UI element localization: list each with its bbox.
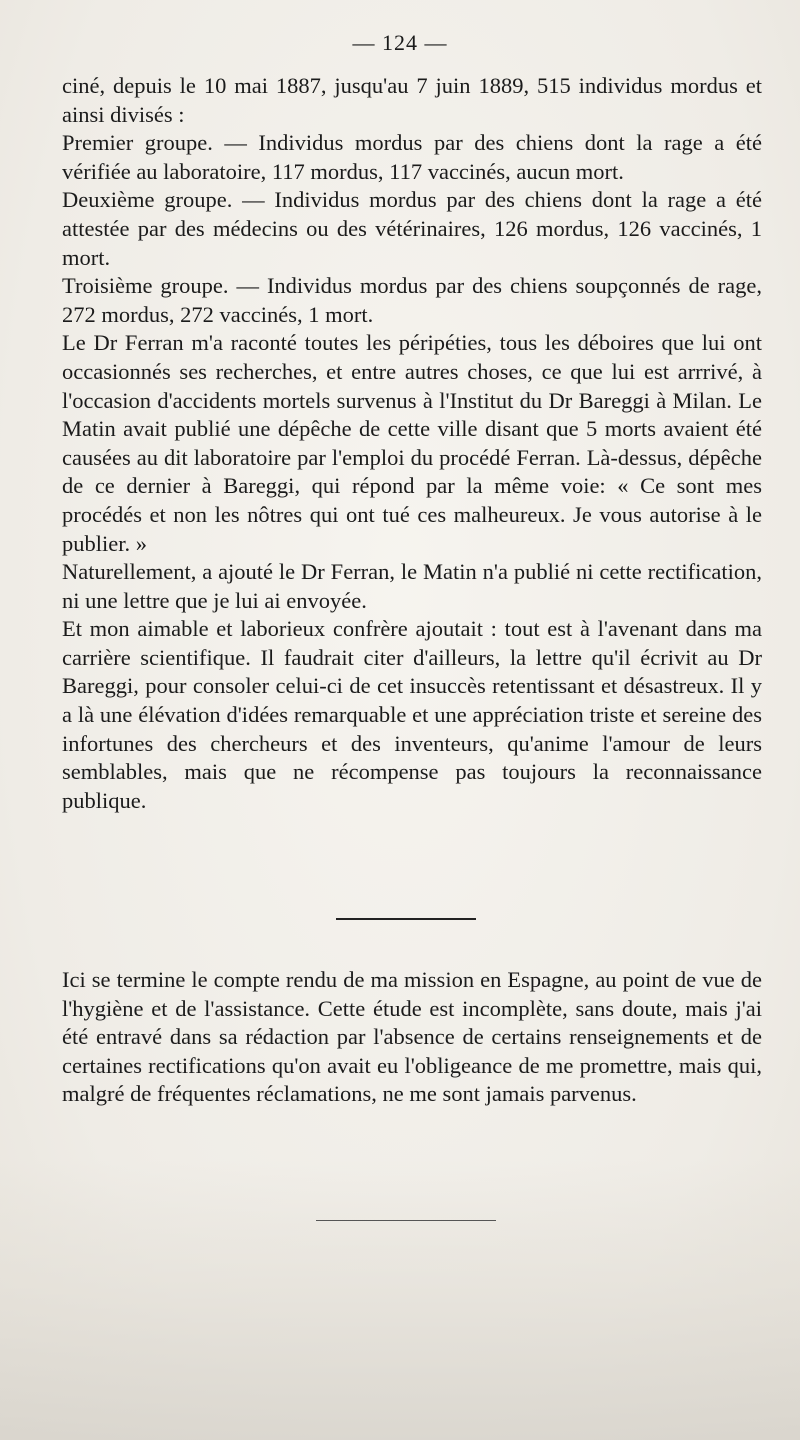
paragraph-5: Le Dr Ferran m'a raconté toutes les péripéties, tous les déboires que lui ont occasionnés ses recherches, et entre autres choses, ce que lui est arrrivé, à l'occasion d'accidents mortels survenus à l'Institut du Dr Bareggi à Milan. Le Matin avait publié une dépêche de cette ville disant que 5 morts avaient été causées au dit laboratoire par l'emploi du procédé Ferran. Là-dessus, dépêche de ce dernier à Bareggi, qui répond par la même voie: « Ce sont mes procédés et non les nôtres qui ont tué ces malheureux. Je vous autorise à le publier. » <box>62 330 762 556</box>
bottom-rule <box>316 1220 496 1221</box>
page-stain <box>0 1160 800 1440</box>
closing-paragraph: Ici se termine le compte rendu de ma mission en Espagne, au point de vue de l'hygiène et de l'assistance. Cette étude est incomplète, sans doute, mais j'ai été entravé dans sa rédaction par l'absence de certains renseignements et de certaines rectifications qu'on avait eu l'obligeance de me promettre, mais qui, malgré de fréquentes réclamations, ne me sont jamais parvenus. <box>62 967 762 1107</box>
text-block-bottom <box>62 966 762 1109</box>
paragraph-1: ciné, depuis le 10 mai 1887, jusqu'au 7 juin 1889, 515 individus mordus et ainsi divisés : <box>62 73 762 127</box>
section-separator <box>336 918 476 920</box>
paragraph-7: Et mon aimable et laborieux confrère ajoutait : tout est à l'avenant dans ma carrière scientifique. Il faudrait citer d'ailleurs, la lettre qu'il écrivit au Dr Bareggi, pour consoler celui-ci de cet insuccès retentissant et désastreux. Il y a là une élévation d'idées remarquable et une appréciation triste et sereine des infortunes des chercheurs et des inventeurs, qu'anime l'amour de leurs semblables, mais que ne récompense pas toujours la reconnaissance publique. <box>62 616 762 813</box>
paragraph-6: Naturellement, a ajouté le Dr Ferran, le Matin n'a publié ni cette rectification, ni une lettre que je lui ai envoyée. <box>62 559 762 613</box>
paragraph-2: Premier groupe. — Individus mordus par des chiens dont la rage a été vérifiée au laboratoire, 117 mordus, 117 vaccinés, aucun mort. <box>62 130 762 184</box>
paragraph-4: Troisième groupe. — Individus mordus par des chiens soupçonnés de rage, 272 mordus, 272 vaccinés, 1 mort. <box>62 273 762 327</box>
paragraph-3: Deuxième groupe. — Individus mordus par des chiens dont la rage a été attestée par des médecins ou des vétérinaires, 126 mordus, 126 vaccinés, 1 mort. <box>62 187 762 270</box>
page-number: — 124 — <box>352 30 448 55</box>
text-block-top <box>62 72 762 815</box>
